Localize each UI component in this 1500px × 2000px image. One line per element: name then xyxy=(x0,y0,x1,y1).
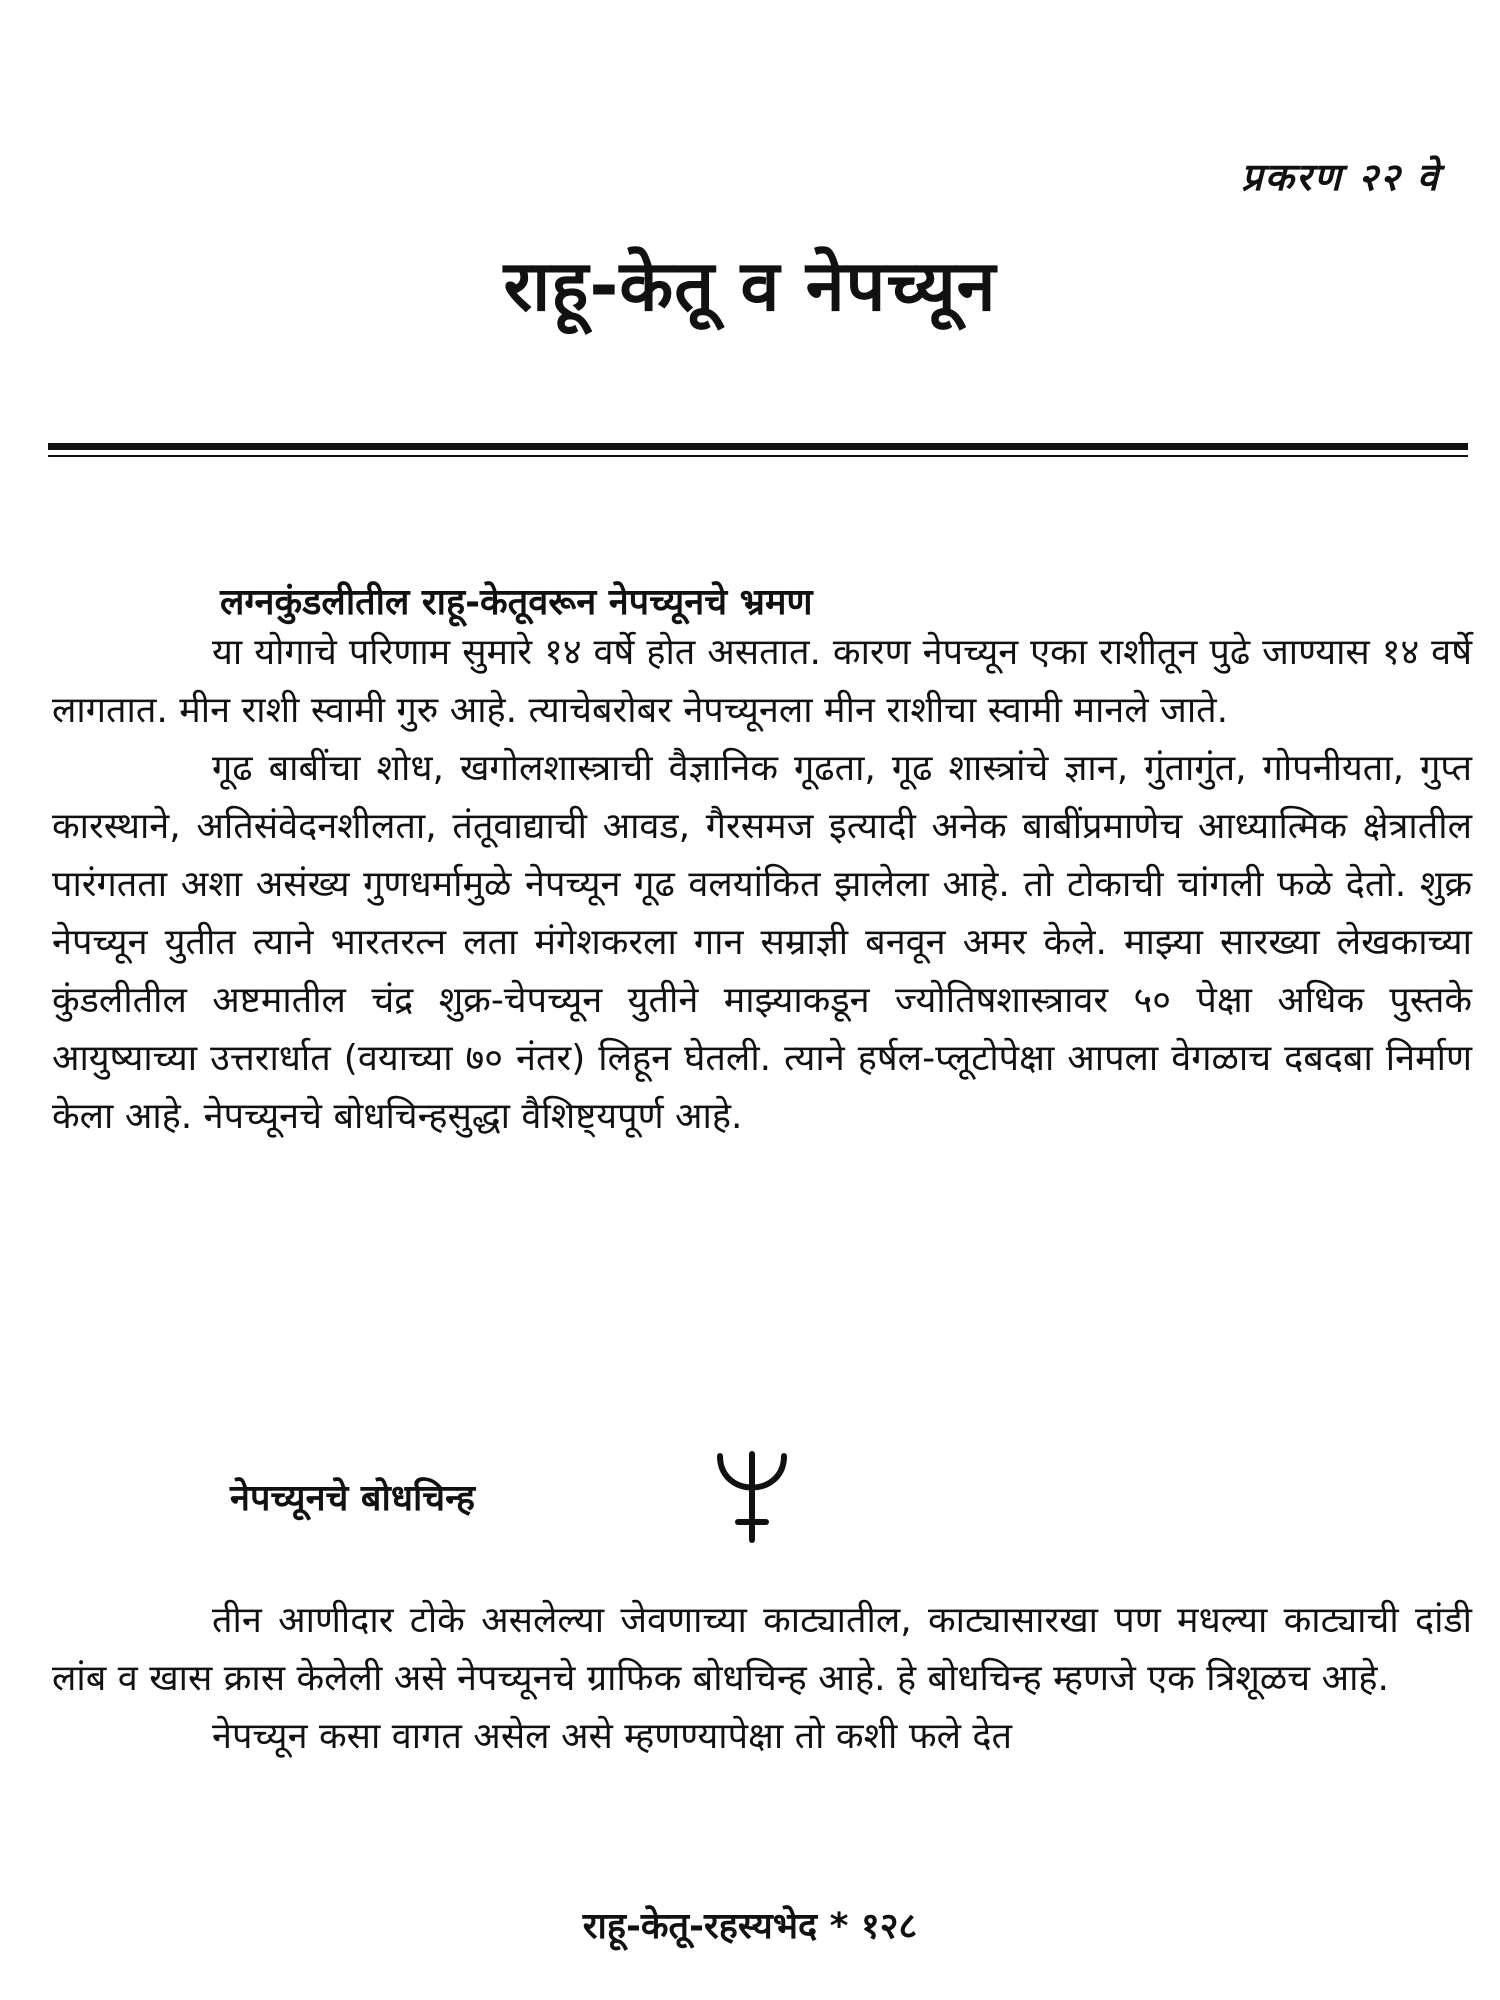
section-body-transit xyxy=(52,624,1472,1146)
paragraph: नेपच्यून कसा वागत असेल असे म्हणण्यापेक्षा तो कशी फले देत xyxy=(212,1716,1013,1757)
paragraph: या योगाचे परिणाम सुमारे १४ वर्षे होत असतात. कारण नेपच्यून एका राशीतून पुढे जाण्यास १४ वर्षे लागतात. मीन राशी स्वामी गुरु आहे. त्याचेबरोबर नेपच्यूनला मीन राशीचा स्वामी मानले जाते. xyxy=(52,632,1472,731)
title-divider-thin xyxy=(48,455,1468,457)
page-title: राहू-केतू व नेपच्यून xyxy=(503,245,997,327)
paragraph: तीन आणीदार टोके असलेल्या जेवणाच्या काट्यातील, काट्यासारखा पण मधल्या काट्याची दांडी लांब व खास क्रास केलेली असे नेपच्यूनचे ग्राफिक बोधचिन्ह आहे. हे बोधचिन्ह म्हणजे एक त्रिशूळच आहे. xyxy=(52,1600,1472,1699)
neptune-trident-icon xyxy=(712,1448,792,1548)
section-heading-transit: लग्नकुंडलीतील राहू-केतूवरून नेपच्यूनचे भ्रमण xyxy=(220,582,813,623)
page-footer: राहू-केतू-रहस्यभेद * १२८ xyxy=(582,1906,918,1947)
section-body-symbol xyxy=(52,1592,1472,1766)
section-heading-symbol: नेपच्यूनचे बोधचिन्ह xyxy=(230,1478,476,1519)
title-divider-thick xyxy=(48,443,1468,450)
paragraph: गूढ बाबींचा शोध, खगोलशास्त्राची वैज्ञानिक गूढता, गूढ शास्त्रांचे ज्ञान, गुंतागुंत, गोपनीयता, गुप्त कारस्थाने, अतिसंवेदनशीलता, तंतूवाद्याची आवड, गैरसमज इत्यादी अनेक बाबींप्रमाणेच आध्यात्मिक क्षेत्रातील पारंगतता अशा असंख्य गुणधर्मामुळे नेपच्यून गूढ वलयांकित झालेला आहे. तो टोकाची चांगली फळे देतो. शुक्र नेपच्यून युतीत त्याने भारतरत्न लता मंगेशकरला गान सम्राज्ञी बनवून अमर केले. माझ्या सारख्या लेखकाच्या कुंडलीतील अष्टमातील चंद्र शुक्र-चेपच्यून युतीने माझ्याकडून ज्योतिषशास्त्रावर ५० पेक्षा अधिक पुस्तके आयुष्याच्या उत्तरार्धात (वयाच्या ७० नंतर) लिहून घेतली. त्याने हर्षल-प्लूटोपेक्षा आपला वेगळाच दबदबा निर्माण केला आहे. नेपच्यूनचे बोधचिन्हसुद्धा वैशिष्ट्यपूर्ण आहे. xyxy=(52,748,1472,1137)
chapter-number: प्रकरण २२ वे xyxy=(1241,155,1440,199)
